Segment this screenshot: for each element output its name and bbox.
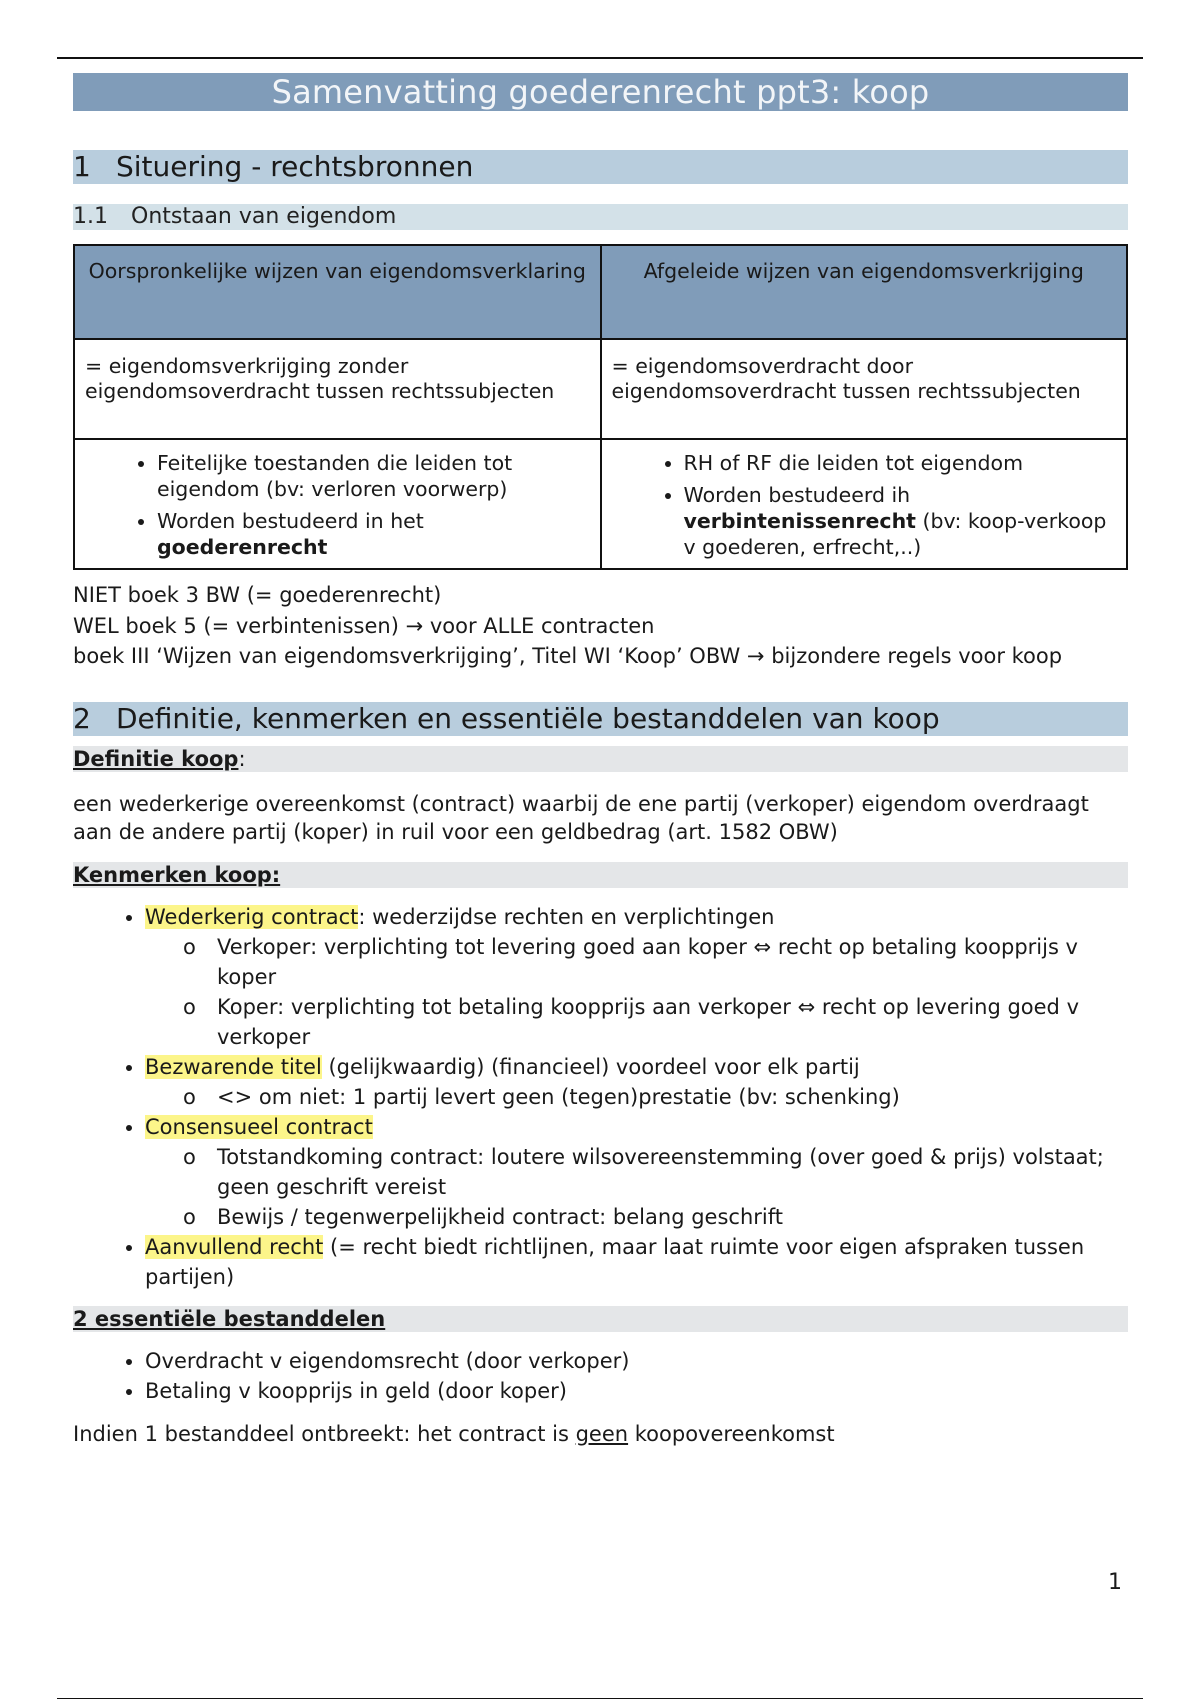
section-1-1-title: Ontstaan van eigendom bbox=[131, 204, 397, 229]
sub-list-item: o Bewijs / tegenwerpelijkheid contract: belang geschrift bbox=[145, 1202, 1128, 1232]
page-number: 1 bbox=[1108, 1570, 1122, 1595]
list-item: • Aanvullend recht (= recht biedt richtlijnen, maar laat ruimte voor eigen afspraken tussen partijen) bbox=[145, 1232, 1128, 1292]
table-header-afgeleid: Afgeleide wijzen van eigendomsverkrijging bbox=[601, 245, 1128, 339]
list-item: • Bezwarende titel (gelijkwaardig) (financieel) voordeel voor elk partij o <> om niet: 1 partij levert geen (tegen)prestatie (bv: schenking) bbox=[145, 1052, 1128, 1112]
list-item: • Overdracht v eigendomsrecht (door verkoper) bbox=[145, 1346, 1128, 1376]
list-item: • Betaling v koopprijs in geld (door koper) bbox=[145, 1376, 1128, 1406]
definitie-text: een wederkerige overeenkomst (contract) waarbij de ene partij (verkoper) eigendom overdraagt aan de andere partij (koper) in ruil voor een geldbedrag (art. 1582 OBW) bbox=[73, 791, 1089, 844]
table-bullets-oorspronkelijk bbox=[74, 439, 601, 569]
section-1-number: 1 bbox=[73, 150, 91, 183]
section-1-1-number: 1.1 bbox=[73, 204, 108, 229]
list-item: • Worden bestudeerd in het goederenrecht bbox=[157, 508, 590, 560]
section-1-1-heading bbox=[73, 204, 1128, 230]
sub-list-item: o Totstandkoming contract: loutere wilsovereenstemming (over goed & prijs) volstaat; geen geschrift vereist bbox=[145, 1142, 1128, 1202]
sub-list-item: o <> om niet: 1 partij levert geen (tegen)prestatie (bv: schenking) bbox=[145, 1082, 1128, 1112]
document-title: Samenvatting goederenrecht ppt3: koop bbox=[73, 73, 1128, 111]
essentiele-label: 2 essentiële bestanddelen bbox=[73, 1306, 1128, 1332]
essentiele-list bbox=[73, 1346, 1128, 1406]
section-2-heading bbox=[73, 702, 1128, 736]
eigendom-table bbox=[73, 244, 1128, 570]
table-header-oorspronkelijk: Oorspronkelijke wijzen van eigendomsverklaring bbox=[74, 245, 601, 339]
sub-list-item: o Verkoper: verplichting tot levering goed aan koper ⇔ recht op betaling koopprijs v koper bbox=[145, 932, 1128, 992]
list-item: • Worden bestudeerd ih verbintenissenrecht (bv: koop-verkoop v goederen, erfrecht,..) bbox=[684, 482, 1117, 560]
line-boek-iii: boek III ‘Wijzen van eigendomsverkrijging’, Titel WI ‘Koop’ OBW → bijzondere regels voor koop bbox=[73, 644, 1063, 668]
header-rule bbox=[57, 57, 1143, 59]
footer-rule bbox=[57, 1698, 1143, 1699]
rechtsbronnen-lines bbox=[73, 580, 1128, 672]
line-niet-boek3: NIET boek 3 BW (= goederenrecht) bbox=[73, 583, 442, 607]
table-def-afgeleid: = eigendomsoverdracht door eigendomsoverdracht tussen rechtssubjecten bbox=[601, 339, 1128, 439]
section-1-heading bbox=[73, 150, 1128, 184]
table-bullets-afgeleid bbox=[601, 439, 1128, 569]
final-note: Indien 1 bestanddeel ontbreekt: het contract is geen koopovereenkomst bbox=[73, 1421, 835, 1446]
list-item: • Consensueel contract o Totstandkoming contract: loutere wilsovereenstemming (over goed & prijs) volstaat; geen geschrift vereist o Bewijs / tegenwerpelijkheid contract: belang geschrift bbox=[145, 1112, 1128, 1232]
list-item: • Feitelijke toestanden die leiden tot eigendom (bv: verloren voorwerp) bbox=[157, 450, 590, 502]
kenmerken-label: Kenmerken koop: bbox=[73, 862, 1128, 888]
section-2-number: 2 bbox=[73, 701, 91, 735]
kenmerken-list bbox=[73, 902, 1128, 1292]
definitie-label: Definitie koop: bbox=[73, 746, 1128, 772]
list-item: • Wederkerig contract: wederzijdse rechten en verplichtingen o Verkoper: verplichting tot levering goed aan koper ⇔ recht op betaling koopprijs v koper o Koper: verplichting tot betaling koopprijs aan verkoper ⇔ recht op levering goed v verkoper bbox=[145, 902, 1128, 1052]
section-1-title: Situering - rechtsbronnen bbox=[116, 150, 474, 183]
list-item: • RH of RF die leiden tot eigendom bbox=[684, 450, 1117, 476]
table-def-oorspronkelijk: = eigendomsverkrijging zonder eigendomsoverdracht tussen rechtssubjecten bbox=[74, 339, 601, 439]
document-body bbox=[73, 73, 1128, 1448]
line-wel-boek5: WEL boek 5 (= verbintenissen) → voor ALLE contracten bbox=[73, 613, 655, 638]
section-2-title: Definitie, kenmerken en essentiële bestanddelen van koop bbox=[116, 701, 940, 735]
sub-list-item: o Koper: verplichting tot betaling koopprijs aan verkoper ⇔ recht op levering goed v verkoper bbox=[145, 992, 1128, 1052]
